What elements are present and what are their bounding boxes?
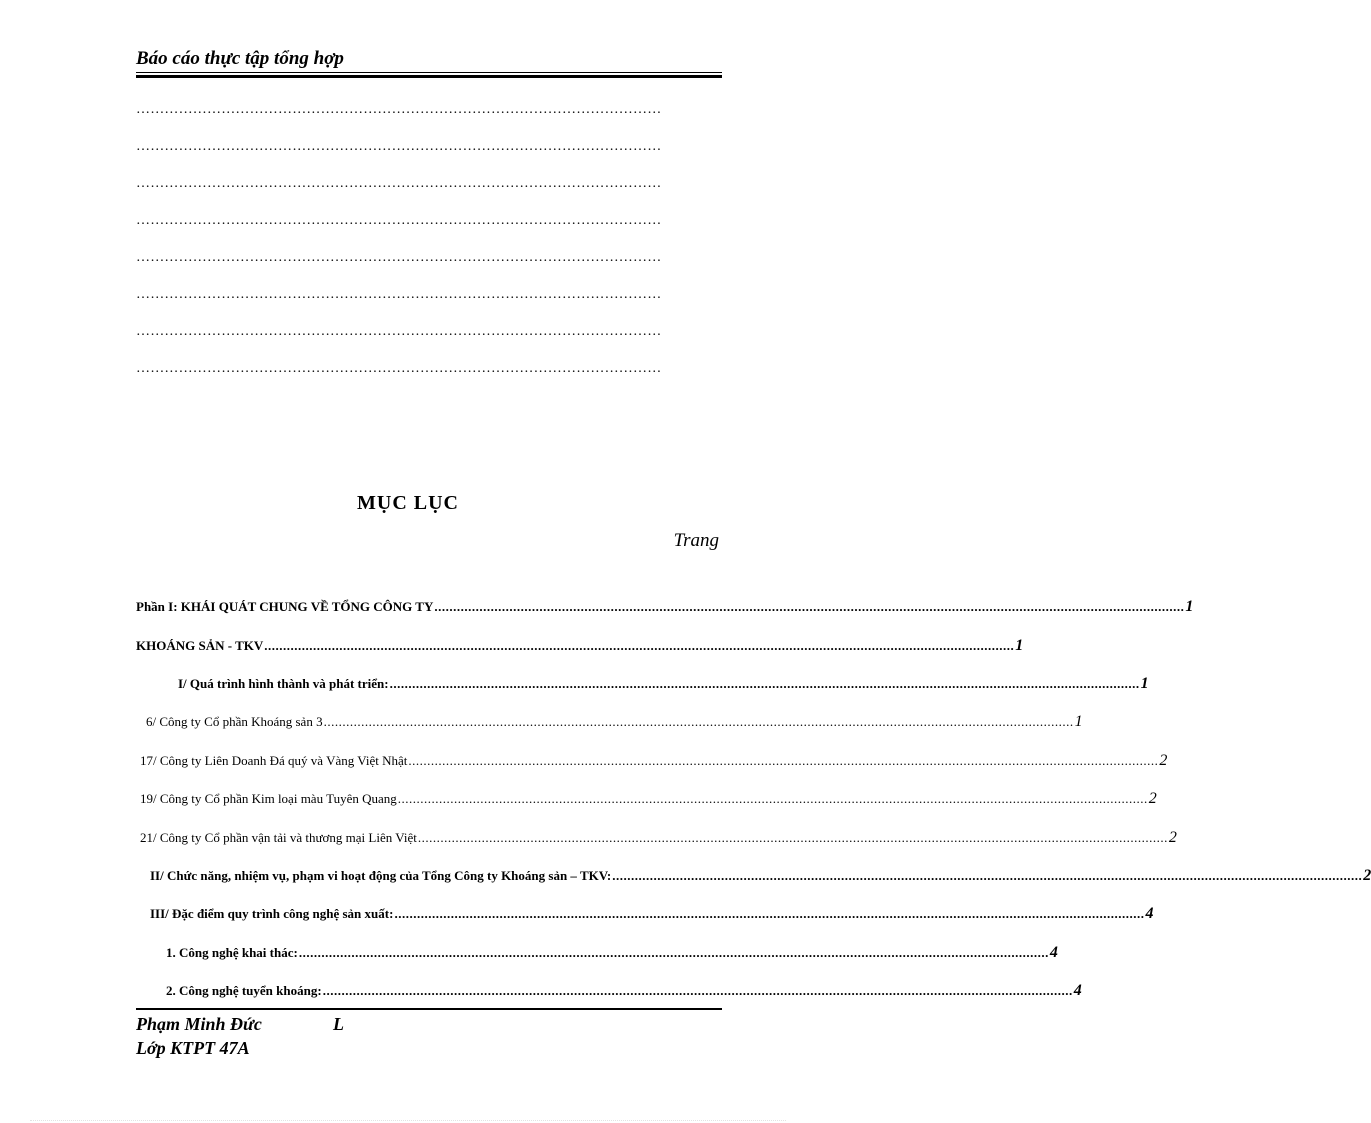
- toc-dot-leader: ........................................................................................................................................................................................................: [397, 791, 1148, 807]
- toc-entry-label: 21/ Công ty Cổ phần vận tải và thương mại Liên Việt: [140, 829, 417, 845]
- toc-entry-label: 17/ Công ty Liên Doanh Đá quý và Vàng Việt Nhật: [140, 752, 408, 768]
- footer-rule: [136, 1008, 722, 1010]
- toc-entry-label: II/ Chức năng, nhiệm vụ, phạm vi hoạt động của Tổng Công ty Khoáng sản – TKV:: [150, 867, 612, 883]
- toc-entry[interactable]: [136, 780, 1157, 818]
- dotted-line: …………………………………………………………………………………………………: [136, 139, 662, 154]
- toc-dot-leader: ........................................................................................................................................................................................................: [612, 867, 1363, 883]
- toc-dot-leader: ........................................................................................................................................................................................................: [298, 944, 1049, 960]
- toc-entry-page: 1: [1074, 713, 1083, 731]
- toc-dot-leader: ........................................................................................................................................................................................................: [434, 599, 1185, 615]
- dotted-line: …………………………………………………………………………………………………: [136, 287, 662, 302]
- toc-entry[interactable]: [136, 895, 1154, 933]
- toc-entry-page: 1: [1015, 636, 1024, 654]
- toc-entry-page: 1: [1185, 598, 1194, 616]
- toc-entry[interactable]: [136, 742, 1168, 780]
- toc-entry[interactable]: [136, 934, 1058, 972]
- header-rule-thick: [136, 75, 722, 78]
- dotted-line: …………………………………………………………………………………………………: [136, 176, 662, 191]
- toc-entry[interactable]: [136, 588, 1194, 626]
- toc-entry-label: 19/ Công ty Cổ phần Kim loại màu Tuyên Quang: [140, 791, 397, 807]
- footer-class: Lớp KTPT 47A: [136, 1038, 250, 1058]
- header-title: Báo cáo thực tập tổng hợp: [136, 48, 344, 69]
- toc-dot-leader: ........................................................................................................................................................................................................: [394, 906, 1145, 922]
- toc-entry[interactable]: [136, 626, 1024, 664]
- header-rule-thin: [136, 72, 722, 73]
- table-of-contents: [136, 588, 1371, 1010]
- toc-entry-page: 2: [1168, 828, 1177, 846]
- toc-entry[interactable]: [136, 818, 1177, 856]
- toc-entry-page: 2: [1363, 866, 1371, 884]
- toc-entry-page: 4: [1049, 943, 1058, 961]
- dotted-line: …………………………………………………………………………………………………: [136, 324, 662, 339]
- toc-entry[interactable]: [136, 665, 1149, 703]
- dotted-line: …………………………………………………………………………………………………: [136, 361, 662, 376]
- toc-entry-label: Phần I: KHÁI QUÁT CHUNG VỀ TỔNG CÔNG TY: [136, 599, 434, 615]
- toc-entry-label: 1. Công nghệ khai thác:: [166, 944, 298, 960]
- toc-entry-page: 1: [1140, 674, 1149, 692]
- toc-dot-leader: ........................................................................................................................................................................................................: [322, 983, 1073, 999]
- page-column-label: Trang: [673, 530, 719, 551]
- toc-entry-label: 6/ Công ty Cổ phần Khoáng sản 3: [146, 714, 323, 730]
- toc-entry[interactable]: [136, 857, 1371, 895]
- toc-entry-page: 4: [1145, 905, 1154, 923]
- footer-author-name: Phạm Minh Đức: [136, 1014, 262, 1034]
- dotted-fill-lines: [136, 98, 706, 394]
- footer-mark: L: [333, 1014, 344, 1034]
- dotted-line: …………………………………………………………………………………………………: [136, 102, 662, 117]
- toc-entry-label: KHOÁNG SẢN - TKV: [136, 637, 264, 653]
- toc-entry-label: 2. Công nghệ tuyển khoáng:: [166, 983, 322, 999]
- dotted-line: …………………………………………………………………………………………………: [136, 213, 662, 228]
- dotted-line: …………………………………………………………………………………………………: [136, 250, 662, 265]
- toc-dot-leader: ........................................................................................................................................................................................................: [389, 675, 1140, 691]
- toc-entry[interactable]: [136, 703, 1083, 741]
- toc-entry-label: I/ Quá trình hình thành và phát triển:: [178, 675, 389, 691]
- toc-entry-page: 4: [1073, 982, 1082, 1000]
- toc-dot-leader: ........................................................................................................................................................................................................: [323, 714, 1074, 730]
- page-edge-divider: [30, 1120, 786, 1121]
- toc-entry-page: 2: [1148, 790, 1157, 808]
- toc-heading: MỤC LỤC: [357, 492, 459, 514]
- toc-dot-leader: ........................................................................................................................................................................................................: [408, 752, 1159, 768]
- toc-entry-label: III/ Đặc điểm quy trình công nghệ sản xuất:: [150, 906, 394, 922]
- toc-entry-page: 2: [1159, 751, 1168, 769]
- toc-entry[interactable]: [136, 972, 1082, 1010]
- toc-dot-leader: ........................................................................................................................................................................................................: [417, 829, 1168, 845]
- toc-dot-leader: ........................................................................................................................................................................................................: [264, 637, 1015, 653]
